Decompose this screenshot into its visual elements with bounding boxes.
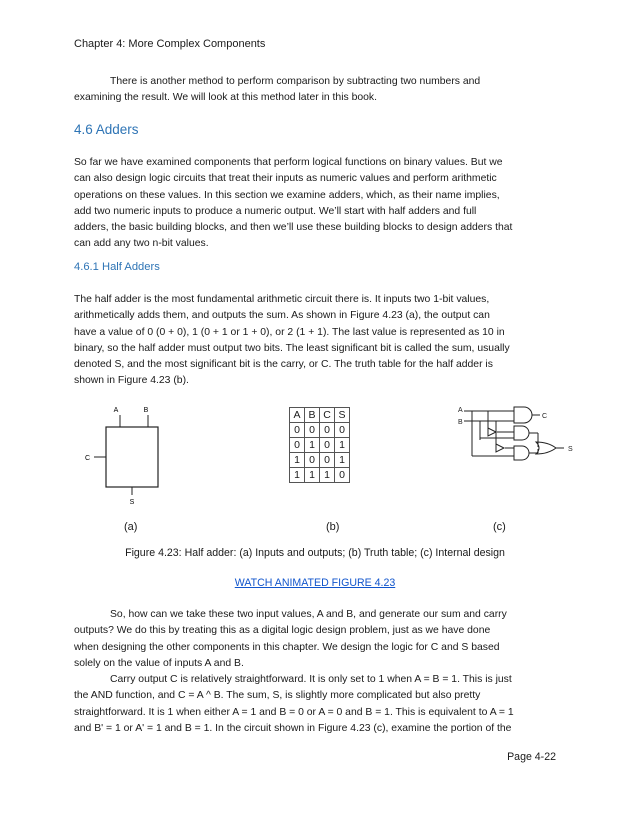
table-cell: 0 — [335, 468, 350, 483]
table-cell: 1 — [305, 468, 320, 483]
text-line: can also design logic circuits that treat their inputs as numeric values and perform arithmetic — [74, 173, 497, 185]
text-line: Carry output C is relatively straightforward. It is only set to 1 when A = B = 1. This is just — [110, 674, 512, 685]
half-adder-paragraph — [74, 292, 558, 390]
not-gate-b — [496, 444, 504, 452]
table-cell: 1 — [335, 453, 350, 468]
circuit-input-a-label: A — [458, 407, 463, 414]
half-adder-box — [106, 427, 158, 487]
subfigure-label-c: (c) — [493, 521, 506, 533]
text-line: straightforward. It is 1 when either A = 1 and B = 0 or A = 0 and B = 1. This is equivalent to A = 1 — [74, 706, 514, 718]
table-cell: 0 — [320, 453, 335, 468]
table-cell: 1 — [290, 468, 305, 483]
text-line: add two numeric inputs to produce a numeric output. We’ll start with half adders and full — [74, 205, 477, 217]
animated-figure-link[interactable]: WATCH ANIMATED FIGURE 4.23 — [234, 577, 396, 589]
not-gate-a — [488, 428, 496, 436]
text-line: denoted S, and the most significant bit is the carry, or C. The truth table for the half adder is — [74, 359, 493, 371]
table-cell: 1 — [290, 453, 305, 468]
sum-and-gate-1 — [514, 426, 529, 440]
sum-and-gate-2 — [514, 446, 529, 460]
table-cell: 0 — [305, 453, 320, 468]
sum-or-gate — [536, 442, 556, 454]
text-line: So, how can we take these two input values, A and B, and generate our sum and carry — [110, 609, 507, 620]
table-cell: 0 — [320, 423, 335, 438]
text-line: have a value of 0 (0 + 0), 1 (0 + 1 or 1 + 0), or 2 (1 + 1). The last value is represented as 10 in — [74, 326, 505, 338]
text-line: examining the result. We will look at this method later in this book. — [74, 92, 378, 104]
table-cell: 0 — [305, 423, 320, 438]
intro-paragraph — [74, 74, 558, 107]
truth-table-header-row — [290, 408, 350, 423]
page-number: Page 4-22 — [507, 751, 556, 763]
carry-paragraph — [74, 672, 558, 737]
text-line: shown in Figure 4.23 (b). — [74, 375, 189, 387]
text-line: the AND function, and C = A ^ B. The sum, S, is slightly more complicated but also pretty — [74, 690, 481, 702]
text-line: adders, the basic building blocks, and then we’ll use these building blocks to design adders that — [74, 222, 513, 234]
table-cell: 1 — [305, 438, 320, 453]
adders-paragraph — [74, 155, 558, 253]
text-line: The half adder is the most fundamental arithmetic circuit there is. It inputs two 1-bit values, — [74, 294, 490, 305]
subfigure-label-a: (a) — [124, 521, 138, 533]
running-header: Chapter 4: More Complex Components — [74, 38, 266, 50]
half-adder-circuit — [452, 402, 582, 477]
header-cell: C — [320, 408, 335, 423]
circuit-output-s-label: S — [568, 446, 573, 453]
truth-table — [289, 407, 350, 483]
truth-table-row — [290, 438, 350, 453]
carry-and-gate — [514, 407, 532, 423]
text-line: There is another method to perform comparison by subtracting two numbers and — [110, 76, 481, 87]
text-line: binary, so the half adder must output two bits. The least significant bit is called the sum, usually — [74, 342, 510, 354]
header-cell: B — [305, 408, 320, 423]
text-line: arithmetically adds them, and outputs the sum. As shown in Figure 4.23 (a), the output can — [74, 310, 490, 322]
section-heading: 4.6 Adders — [74, 122, 139, 137]
subfigure-label-b: (b) — [326, 521, 340, 533]
subsection-heading: 4.6.1 Half Adders — [74, 261, 160, 273]
truth-table-row — [290, 453, 350, 468]
text-line: So far we have examined components that perform logical functions on binary values. But we — [74, 157, 503, 168]
output-s-label: S — [129, 499, 135, 506]
table-cell: 0 — [290, 438, 305, 453]
table-cell: 0 — [335, 423, 350, 438]
animated-figure-link-row — [0, 577, 630, 589]
table-cell: 0 — [320, 438, 335, 453]
text-line: and B' = 1 or A' = 1 and B = 1. In the circuit shown in Figure 4.23 (c), examine the portion of the — [74, 722, 512, 734]
header-cell: A — [290, 408, 305, 423]
output-c-label: C — [85, 455, 91, 462]
text-line: when designing the other components in this chapter. We design the logic for C and S based — [74, 641, 500, 653]
table-cell: 1 — [320, 468, 335, 483]
text-line: outputs? We do this by treating this as a digital logic design problem, just as we have done — [74, 625, 491, 637]
text-line: can add any two n-bit values. — [74, 238, 209, 250]
input-a-label: A — [113, 407, 119, 414]
table-cell: 1 — [335, 438, 350, 453]
header-cell: S — [335, 408, 350, 423]
half-adder-block-diagram — [82, 403, 172, 513]
circuit-input-b-label: B — [458, 419, 463, 426]
text-line: solely on the value of inputs A and B. — [74, 657, 244, 669]
design-paragraph — [74, 607, 558, 672]
input-b-label: B — [143, 407, 149, 414]
figure-caption: Figure 4.23: Half adder: (a) Inputs and outputs; (b) Truth table; (c) Internal design — [125, 547, 505, 559]
truth-table-row — [290, 468, 350, 483]
text-line: operations on these values. In this section we examine adders, which, as their name implies, — [74, 189, 500, 201]
truth-table-row — [290, 423, 350, 438]
table-cell: 0 — [290, 423, 305, 438]
circuit-output-c-label: C — [542, 413, 548, 420]
